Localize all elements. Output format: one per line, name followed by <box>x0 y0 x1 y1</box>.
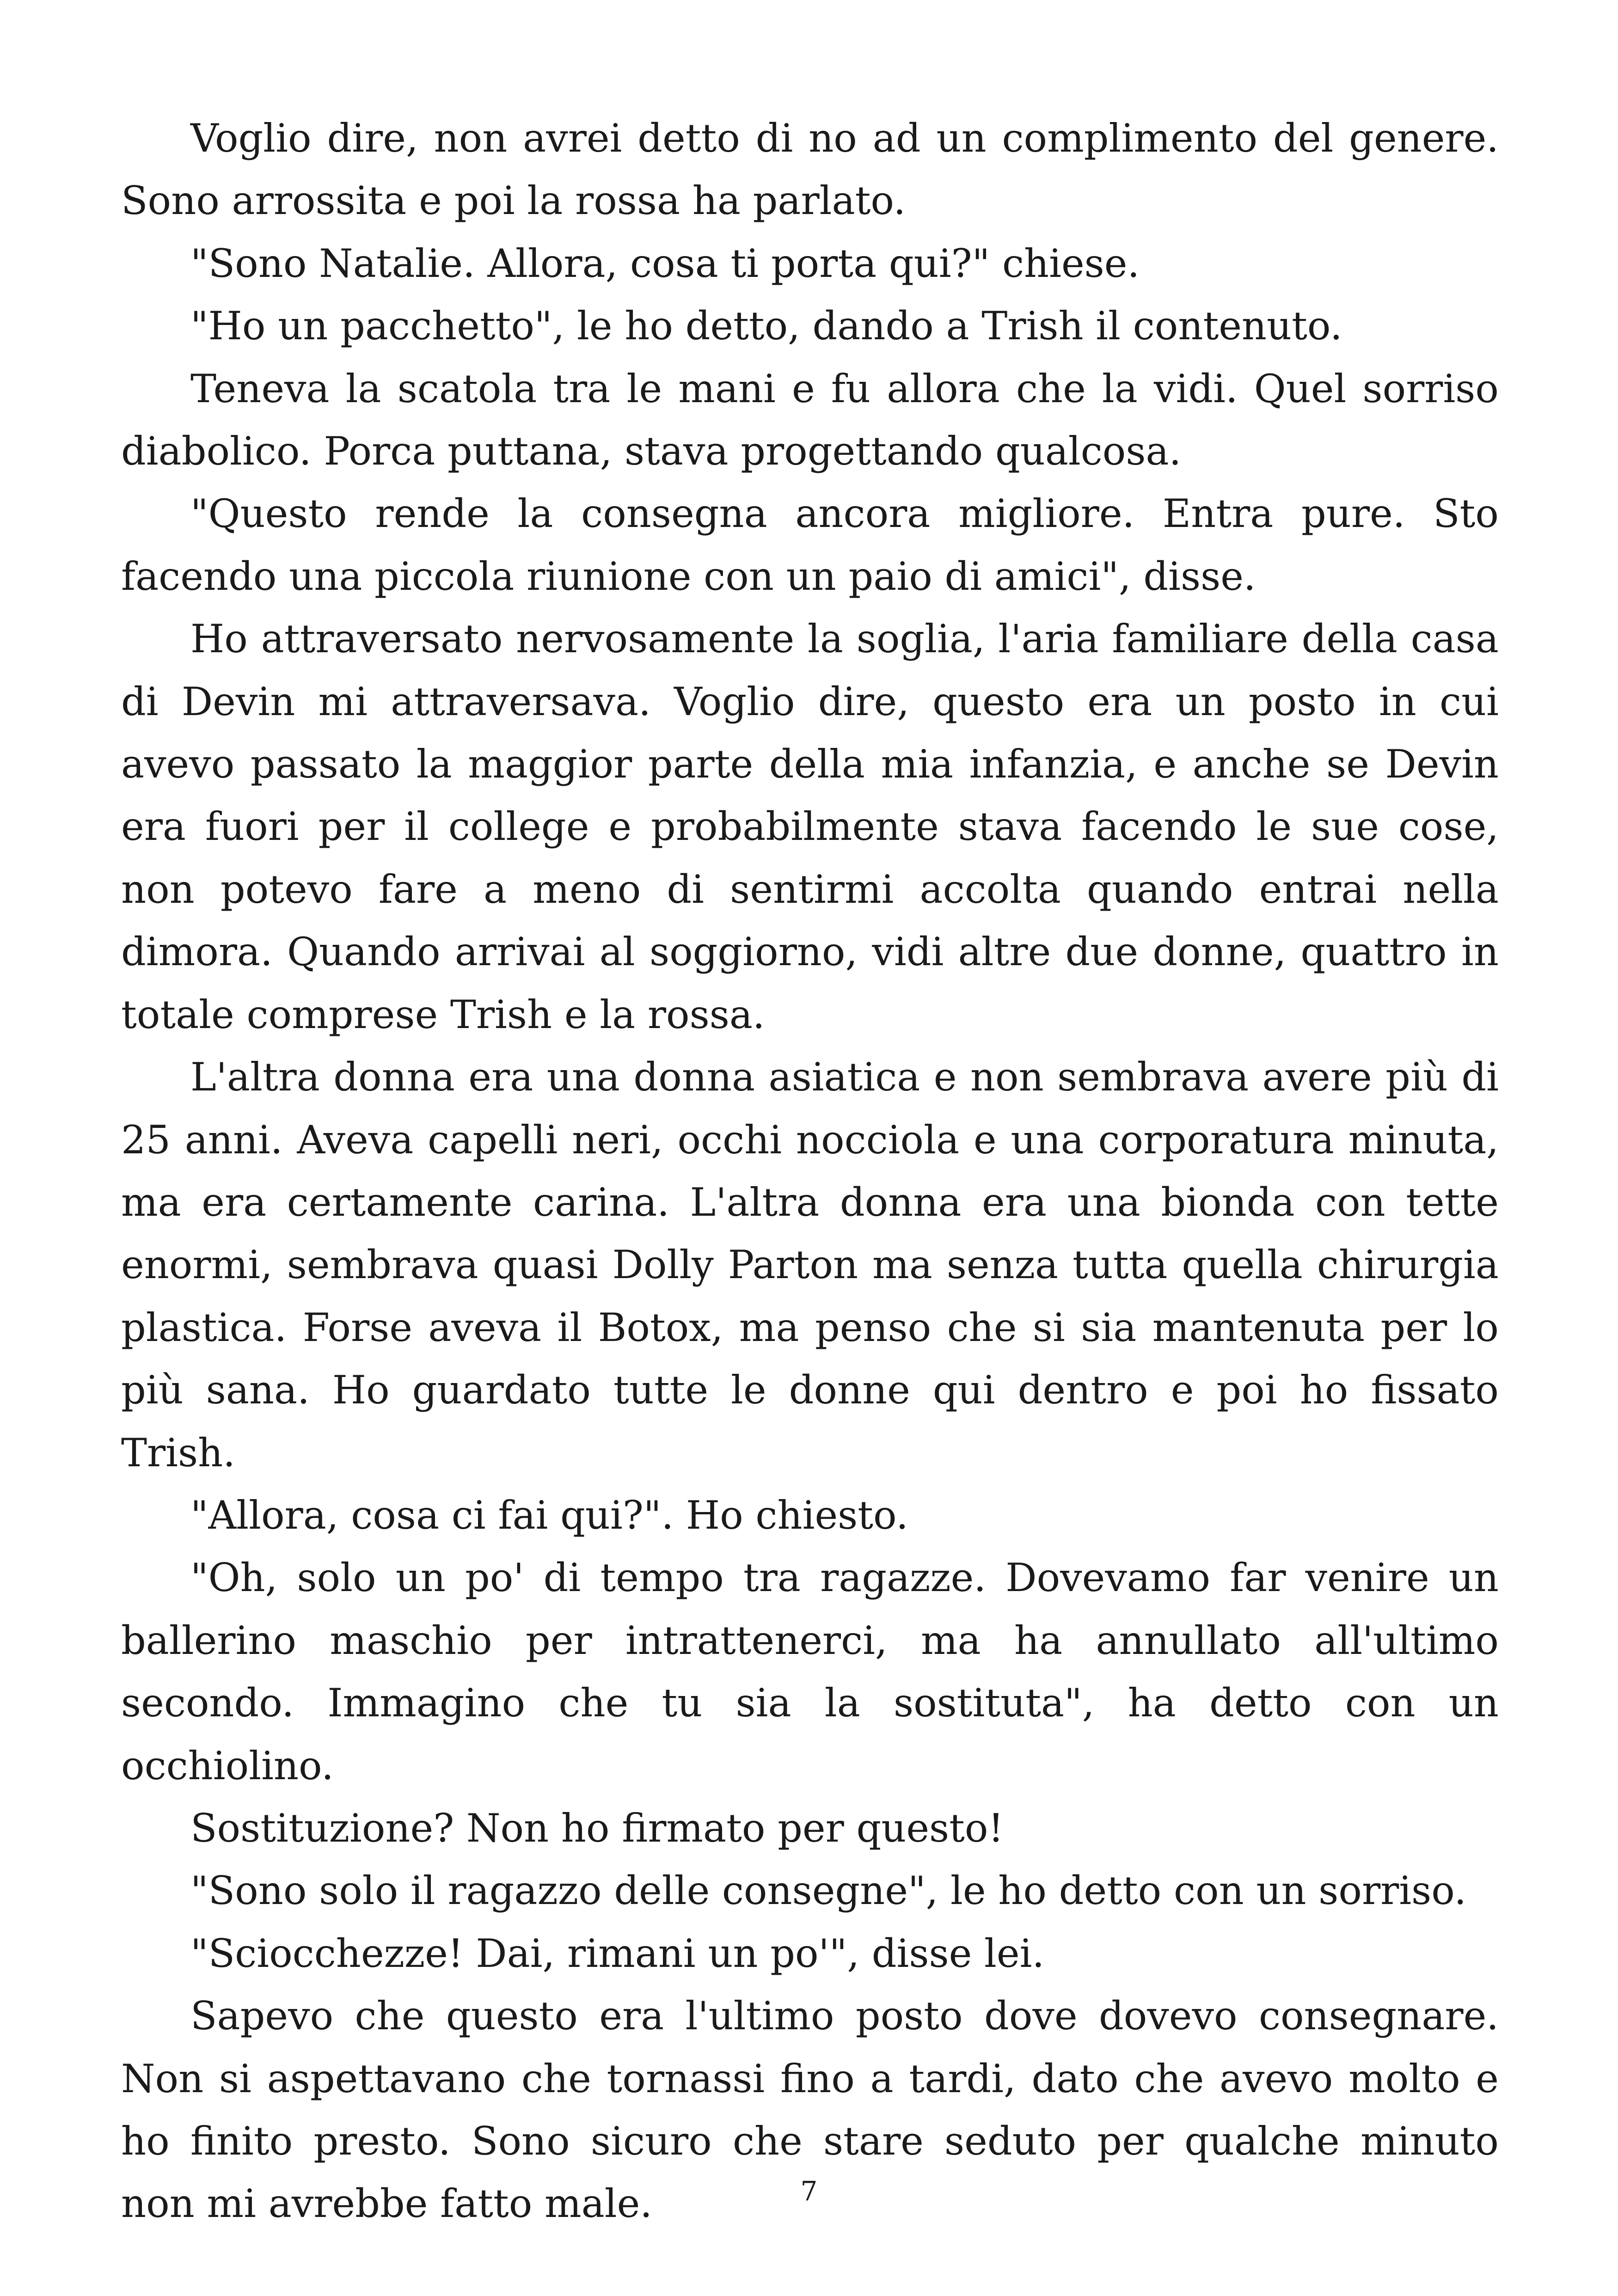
paragraph: "Allora, cosa ci fai qui?". Ho chiesto. <box>190 1492 908 1538</box>
paragraph: Sapevo che questo era l'ultimo posto dove dovevo consegnare. Non si aspettavano che tornassi fino a tardi, dato che avevo molto e ho finito presto. Sono sicuro che stare seduto per qualche minuto non mi avrebbe fatto male. <box>121 1993 1499 2227</box>
paragraph: "Questo rende la consegna ancora migliore. Entra pure. Sto facendo una piccola riunione con un paio di amici", disse. <box>121 491 1499 599</box>
paragraph: "Oh, solo un po' di tempo tra ragazze. Dovevamo far venire un ballerino maschio per intrattenerci, ma ha annullato all'ultimo secondo. Immagino che tu sia la sostituta", ha detto con un occhiolino. <box>121 1555 1499 1788</box>
paragraph: "Sciocchezze! Dai, rimani un po'", disse lei. <box>190 1930 1045 1976</box>
paragraph: Ho attraversato nervosamente la soglia, l'aria familiare della casa di Devin mi attraversava. Voglio dire, questo era un posto in cui avevo passato la maggior parte della mia infanzia, e anche se Devin era fuori per il college e probabilmente stava facendo le sue cose, non potevo fare a meno di sentirmi accolta quando entrai nella dimora. Quando arrivai al soggiorno, vidi altre due donne, quattro in totale comprese Trish e la rossa. <box>121 616 1499 1037</box>
paragraph: Voglio dire, non avrei detto di no ad un complimento del genere. Sono arrossita e poi la rossa ha parlato. <box>121 116 1499 224</box>
page-number: 7 <box>800 2175 818 2207</box>
paragraph: "Ho un pacchetto", le ho detto, dando a Trish il contenuto. <box>190 303 1342 349</box>
paragraph: "Sono Natalie. Allora, cosa ti porta qui?" chiese. <box>190 240 1140 286</box>
paragraph: Teneva la scatola tra le mani e fu allora che la vidi. Quel sorriso diabolico. Porca puttana, stava progettando qualcosa. <box>121 366 1499 474</box>
paragraph: "Sono solo il ragazzo delle consegne", le ho detto con un sorriso. <box>190 1868 1467 1914</box>
paragraph: L'altra donna era una donna asiatica e non sembrava avere più di 25 anni. Aveva capelli neri, occhi nocciola e una corporatura minuta, ma era certamente carina. L'altra donna era una bionda con tette enormi, sembrava quasi Dolly Parton ma senza tutta quella chirurgia plastica. Forse aveva il Botox, ma penso che si sia mantenuta per lo più sana. Ho guardato tutte le donne qui dentro e poi ho fissato Trish. <box>121 1054 1499 1476</box>
body-text <box>121 107 1499 2235</box>
paragraph: Sostituzione? Non ho firmato per questo! <box>190 1805 1004 1851</box>
